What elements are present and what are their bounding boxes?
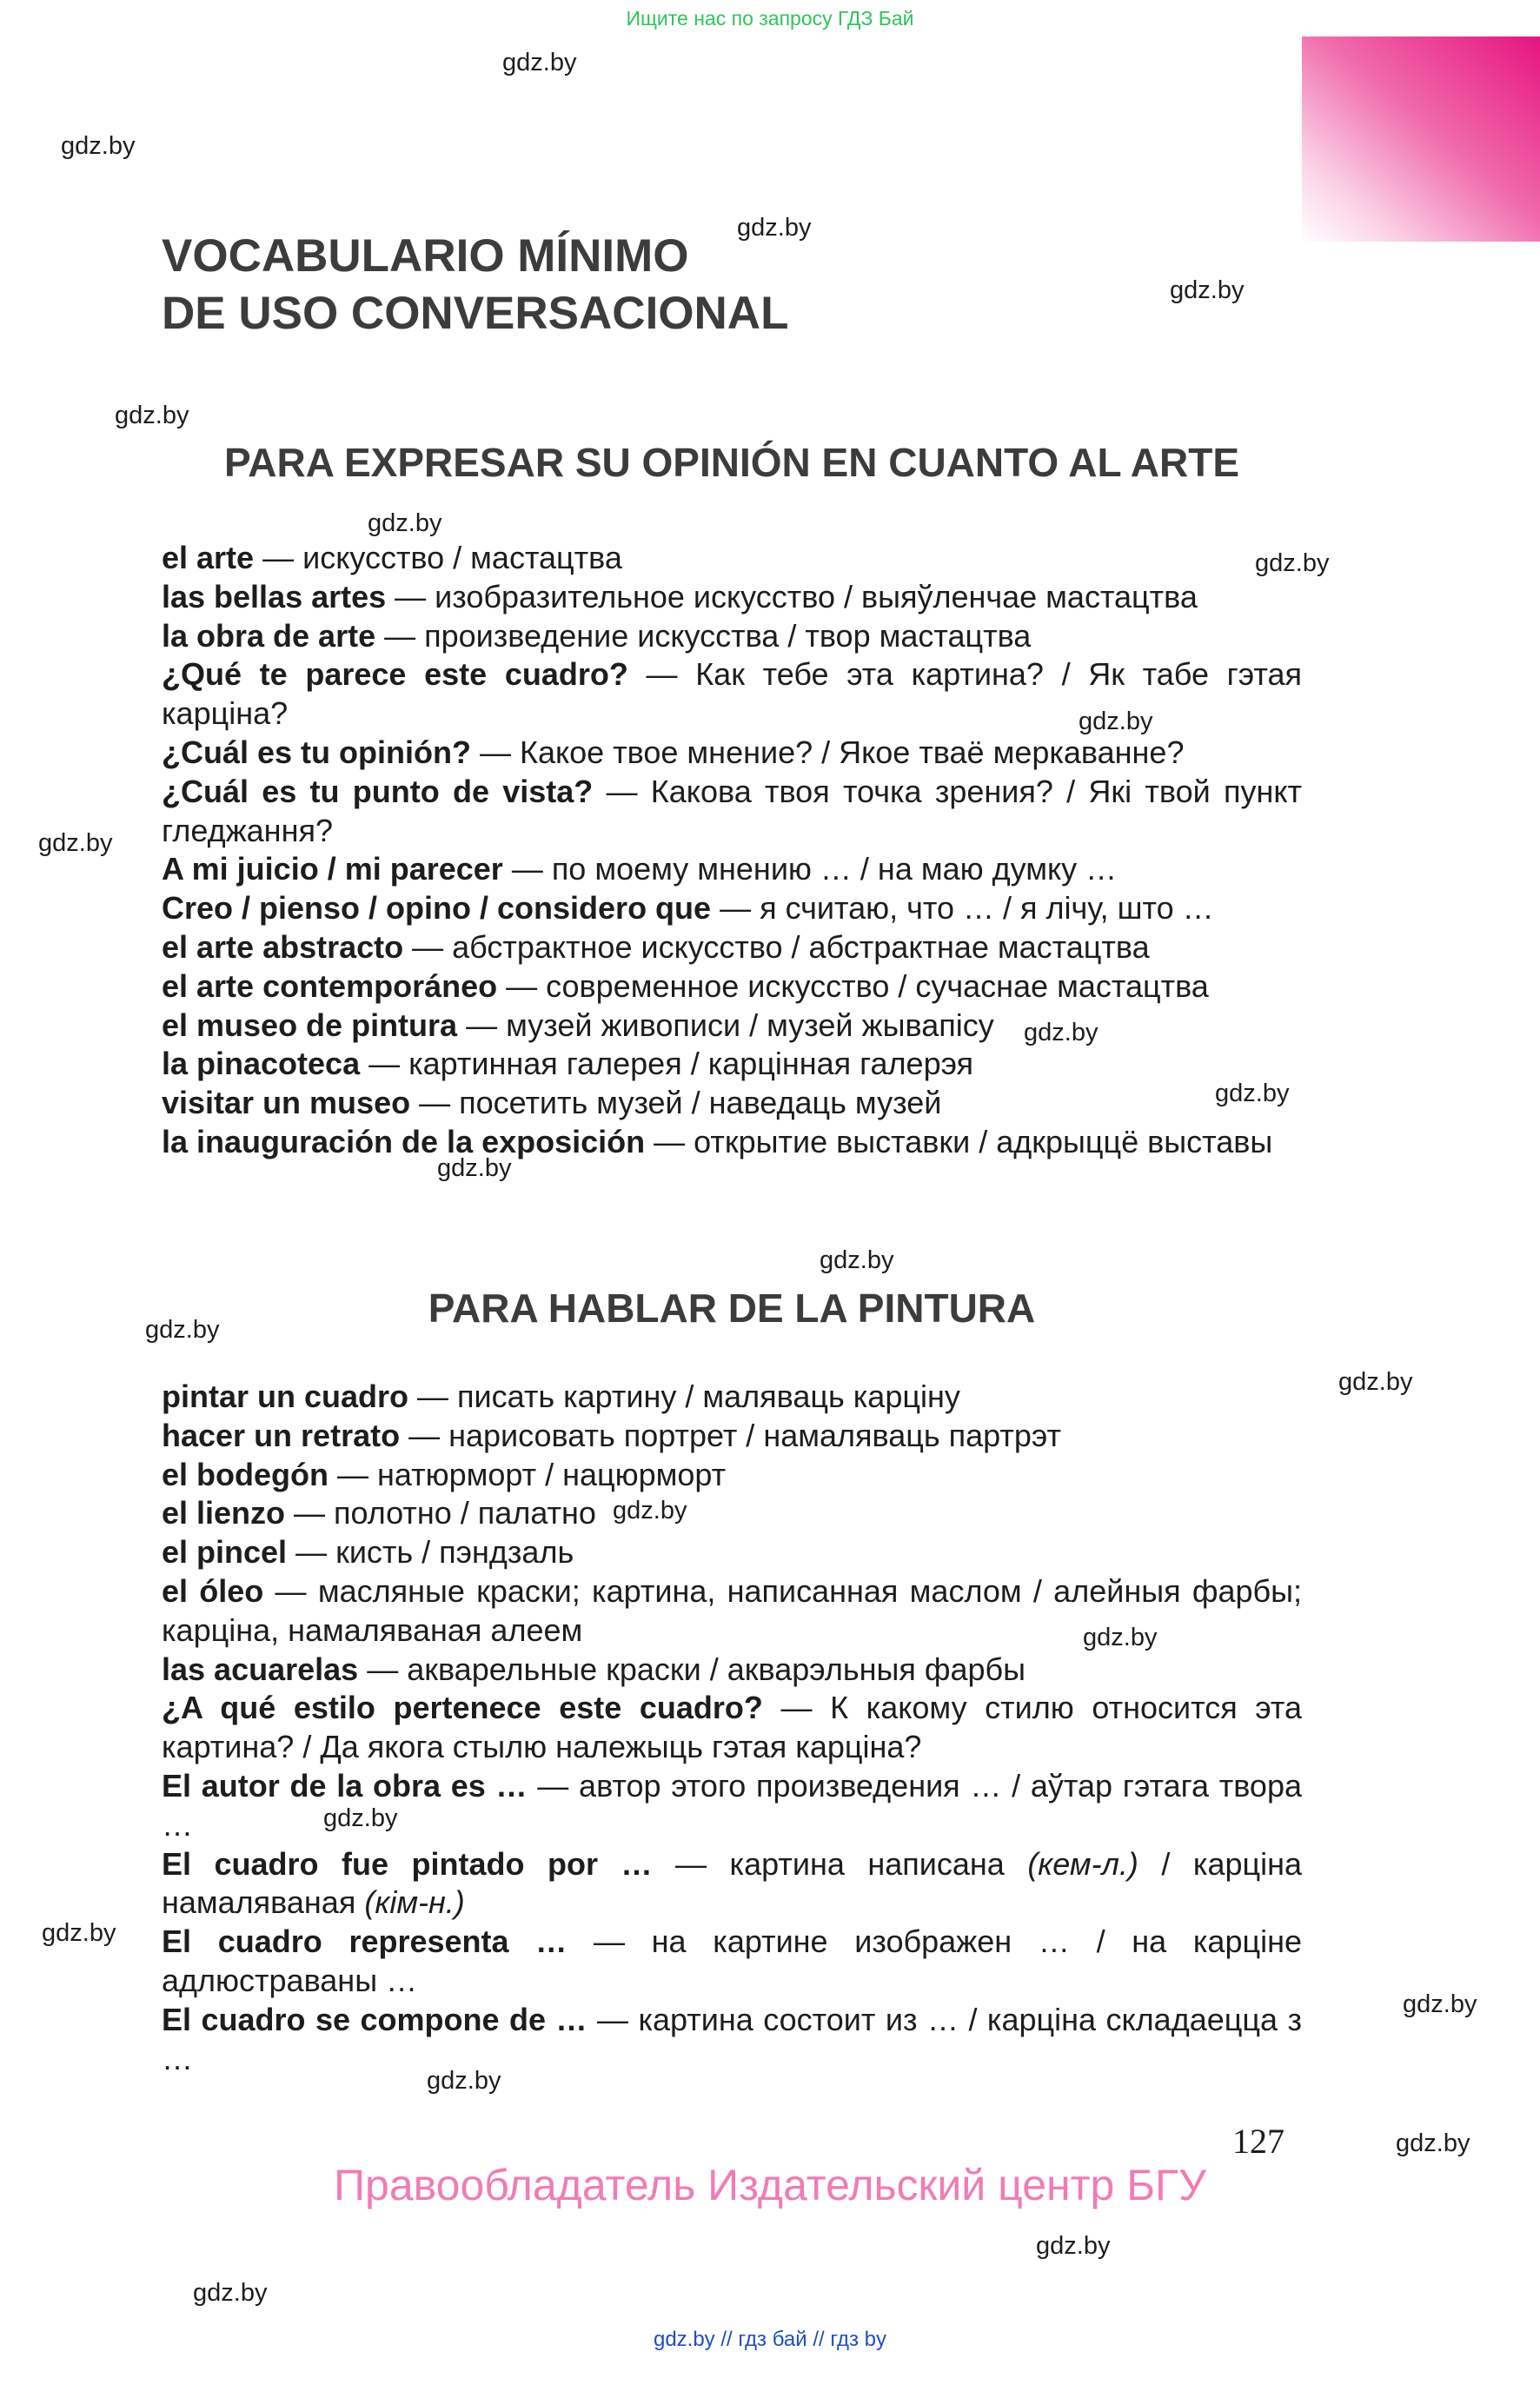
term: visitar un museo (162, 1085, 411, 1121)
translation: — полотно / палатно (285, 1495, 596, 1531)
list-item (162, 1006, 1302, 1046)
list-item (162, 1651, 1302, 1690)
watermark: gdz.by (1083, 1624, 1158, 1651)
corner-gradient-decoration (1302, 37, 1540, 242)
list-item (162, 1045, 1302, 1084)
list-item (162, 967, 1302, 1006)
page-title-line-2: DE USO CONVERSACIONAL (162, 288, 789, 339)
list-item (162, 928, 1302, 967)
watermark: gdz.by (502, 49, 577, 76)
watermark: gdz.by (1215, 1080, 1290, 1107)
translation: — изобразительное искусство / выяўленчае мастацтва (386, 578, 1198, 615)
term: el óleo (162, 1572, 264, 1609)
section-title-opinion: PARA EXPRESAR SU OPINIÓN EN CUANTO AL ARTE (223, 440, 1239, 485)
list-item (162, 1494, 1302, 1533)
watermark: gdz.by (61, 132, 136, 160)
watermark: gdz.by (427, 2067, 501, 2095)
translation: — по моему мнению … / на маю думку … (502, 851, 1118, 887)
watermark: gdz.by (38, 829, 113, 857)
watermark: gdz.by (1255, 549, 1330, 577)
term: ¿A qué estilo pertenece este cuadro? (162, 1690, 763, 1726)
term: el arte (162, 540, 255, 575)
watermark: gdz.by (145, 1316, 220, 1344)
translation: — К какому стилю относится эта картина? / Да якога стылю належыць гэтая карціна? (162, 1690, 1302, 1765)
translation: — посетить музей / наведаць музей (410, 1085, 942, 1121)
translation: — масляные краски; картина, написанная маслом / алейныя фарбы; карціна, намаляваная алеем (162, 1572, 1303, 1648)
vocabulary-list-opinion (162, 539, 1302, 1162)
watermark: gdz.by (1024, 1019, 1099, 1046)
watermark: gdz.by (1396, 2129, 1470, 2157)
watermark: gdz.by (42, 1919, 116, 1947)
watermark: gdz.by (820, 1246, 894, 1274)
top-banner: Ищите нас по запросу ГДЗ Бай (626, 7, 914, 30)
term: A mi juicio / mi parecer (162, 851, 503, 887)
translation: — современное искусство / сучаснае мастацтва (497, 967, 1209, 1004)
translation: — кисть / пэндзаль (287, 1534, 574, 1571)
list-item (162, 1767, 1302, 1845)
page-title (162, 228, 788, 342)
watermark: gdz.by (613, 1497, 687, 1525)
watermark: gdz.by (368, 509, 442, 537)
translation: — картина написана (652, 1845, 1028, 1882)
translation: — произведение искусства / твор мастацтва (375, 617, 1032, 654)
list-item (162, 1378, 1302, 1417)
translation: — открытие выставки / адкрыццё выставы (645, 1123, 1273, 1159)
term: ¿Cuál es tu punto de vista? (162, 773, 594, 809)
term: el lienzo (162, 1495, 286, 1531)
list-item (162, 1123, 1302, 1162)
translation: — я считаю, что … / я лічу, што … (711, 890, 1214, 927)
list-item (162, 889, 1302, 928)
term: el bodegón (162, 1456, 329, 1492)
watermark: gdz.by (1403, 1990, 1477, 2018)
footer-links[interactable]: gdz.by // гдз бай // гдз by (653, 2328, 887, 2351)
translation: — писать картину / маляваць карціну (408, 1379, 960, 1414)
translation: — на картине изображен … / на карціне адлюстраваны … (162, 1923, 1302, 1998)
term: las bellas artes (162, 578, 387, 615)
list-item (162, 2001, 1302, 2079)
translation: — абстрактное искусство / абстрактнае мастацтва (403, 928, 1150, 965)
term: la obra de arte (162, 617, 376, 654)
translation: / карціна намаляваная (162, 1845, 1303, 1921)
term: ¿Qué te parece este cuadro? (162, 656, 628, 693)
list-item (162, 773, 1302, 851)
term: hacer un retrato (162, 1417, 401, 1453)
list-item (162, 617, 1302, 656)
list-item (162, 1689, 1302, 1767)
term: las acuarelas (162, 1651, 359, 1687)
list-item (162, 1533, 1302, 1572)
watermark: gdz.by (737, 214, 812, 242)
term: el arte abstracto (162, 928, 404, 965)
list-item (162, 1456, 1302, 1495)
term: El cuadro fue pintado por … (162, 1845, 653, 1882)
translation: — Какова твоя точка зрения? / Які твой пункт гледжання? (162, 773, 1302, 848)
translation: — акварельные краски / акварэльныя фарбы (358, 1651, 1026, 1687)
list-item (162, 655, 1302, 734)
translation: — автор этого произведения … / аўтар гэтага твора … (162, 1767, 1302, 1843)
vocabulary-list-painting (162, 1378, 1302, 2078)
translation: — Какое твое мнение? / Якое тваё меркаванне? (470, 734, 1185, 770)
list-item (162, 578, 1302, 617)
watermark: gdz.by (1338, 1368, 1413, 1396)
term: la inauguración de la exposición (162, 1123, 646, 1159)
watermark: gdz.by (1170, 276, 1245, 304)
watermark: gdz.by (193, 2279, 268, 2307)
list-item (162, 1572, 1302, 1651)
watermark: gdz.by (1079, 708, 1153, 735)
translation: — музей живописи / музей жывапісу (457, 1006, 994, 1043)
term: ¿Cuál es tu opinión? (162, 734, 471, 770)
list-item (162, 539, 1302, 578)
translation-note: (кім-н.) (364, 1884, 465, 1921)
list-item (162, 1417, 1302, 1456)
page-number: 127 (1232, 2122, 1284, 2161)
term: la pinacoteca (162, 1046, 361, 1082)
list-item (162, 734, 1302, 773)
section-title-painting: PARA HABLAR DE LA PINTURA (428, 1286, 1036, 1331)
translation: — картина состоит из … / карціна складаецца з … (162, 2001, 1302, 2076)
translation: — искусство / мастацтва (254, 540, 622, 575)
translation: — картинная галерея / карцінная галерэя (360, 1046, 974, 1082)
term: el pincel (162, 1534, 288, 1571)
term: El cuadro se compone de … (162, 2001, 587, 2037)
translation: — нарисовать портрет / намаляваць партрэт (400, 1417, 1061, 1453)
watermark: gdz.by (115, 402, 189, 429)
list-item (162, 1084, 1302, 1123)
watermark: gdz.by (323, 1804, 398, 1832)
translation-note: (кем-л.) (1027, 1845, 1138, 1882)
copyright-notice: Правообладатель Издательский центр БГУ (334, 2161, 1206, 2209)
term: El cuadro representa … (162, 1923, 568, 1960)
term: el museo de pintura (162, 1006, 458, 1043)
term: El autor de la obra es … (162, 1767, 528, 1804)
term: el arte contemporáneo (162, 967, 498, 1004)
watermark: gdz.by (1036, 2232, 1111, 2260)
term: Creo / pienso / opino / considero que (162, 890, 712, 927)
translation: — натюрморт / нацюрморт (329, 1456, 727, 1492)
translation: — Как тебе эта картина? / Як табе гэтая карціна? (162, 656, 1302, 732)
list-item (162, 1923, 1302, 2001)
page-title-line-1: VOCABULARIO MÍNIMO (162, 230, 689, 282)
list-item (162, 850, 1302, 889)
term: pintar un cuadro (162, 1379, 409, 1414)
list-item (162, 1845, 1302, 1923)
watermark: gdz.by (437, 1154, 512, 1182)
